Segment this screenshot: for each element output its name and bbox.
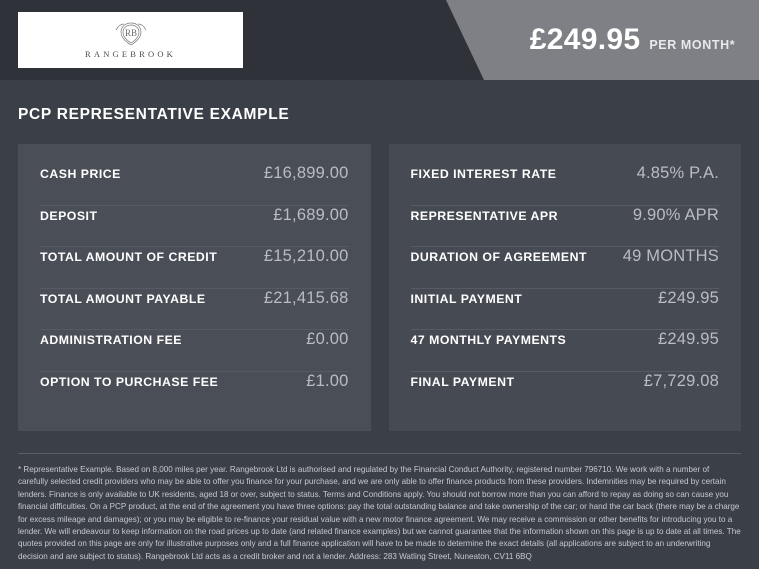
monthly-price-panel	[484, 0, 759, 80]
svg-text:RB: RB	[124, 28, 137, 38]
crest-icon	[108, 21, 154, 47]
row-value: £15,210.00	[263, 247, 349, 265]
row-label: TOTAL AMOUNT OF CREDIT	[40, 250, 218, 264]
brand-logo	[18, 12, 243, 68]
row-label: ADMINISTRATION FEE	[40, 333, 182, 347]
row-label: DURATION OF AGREEMENT	[410, 250, 588, 264]
row-label: DEPOSIT	[40, 208, 98, 223]
finance-details	[18, 144, 741, 431]
table-row	[411, 289, 720, 331]
row-label: FINAL PAYMENT	[410, 374, 515, 389]
row-value: £1,689.00	[273, 205, 349, 224]
table-row	[411, 164, 720, 206]
row-label: REPRESENTATIVE APR	[410, 208, 558, 223]
row-label: FIXED INTEREST RATE	[410, 167, 557, 181]
row-value: £21,415.68	[263, 288, 349, 307]
footer-divider	[18, 453, 741, 454]
price-amount: £249.95	[529, 23, 641, 56]
table-row	[411, 206, 720, 248]
price-period: PER MONTH*	[649, 38, 736, 52]
table-row	[40, 372, 349, 414]
row-label: TOTAL AMOUNT PAYABLE	[40, 291, 206, 306]
table-row	[40, 164, 349, 206]
row-value: £249.95	[657, 330, 719, 348]
disclaimer-text: * Representative Example. Based on 8,000 miles per year. Rangebrook Ltd is authorised and regulated by the Financial Conduct Authority, registered number 796710. We work with a number of carefully selected credit providers who may be able to offer you finance for your purchase, and we are only able to offer finance products from these providers. Indemnities may be required by certain lenders. Finance is only available to UK residents, aged 18 or over, subject to status. Terms and Conditions apply. You should not borrow more than you can afford to repay as doing so can cause you financial difficulties. On a PCP product, at the end of the agreement you have three options: pay the total outstanding balance and take ownership of the car; or hand the car back (there may be a charge for excess mileage and damages); or you may be eligible to re-finance your residual value with a new motor finance agreement. We may receive a commission or other benefits for introducing you to a lender. We will endeavour to keep information on the road prices up to date (and related finance examples) but we cannot guarantee that the information shown on this page is up to date at all times. The quotes provided on this page are only for illustrative purposes only and a full finance application will have to be made to determine the exact details (all applications are subject to an underwriting decision and are subject to status). Rangebrook Ltd acts as a credit broker and not a lender. Address: 283 Watling Street, Nuneaton, CV11 6BQ	[18, 465, 741, 561]
page-header	[0, 0, 759, 80]
table-row	[40, 206, 349, 248]
page-title: PCP REPRESENTATIVE EXAMPLE	[18, 106, 290, 123]
table-row	[40, 247, 349, 289]
row-value: £0.00	[306, 330, 349, 348]
table-row	[40, 289, 349, 331]
row-value: 4.85% P.A.	[636, 164, 719, 182]
row-value: £7,729.08	[643, 371, 719, 390]
row-value: £16,899.00	[263, 164, 349, 182]
row-value: £249.95	[657, 288, 719, 307]
table-row	[411, 247, 720, 289]
table-row	[411, 372, 720, 414]
row-label: OPTION TO PURCHASE FEE	[40, 374, 219, 389]
row-label: INITIAL PAYMENT	[410, 291, 523, 306]
row-value: 9.90% APR	[632, 205, 719, 224]
finance-panel-right	[389, 144, 742, 431]
table-row	[411, 330, 720, 372]
row-label: 47 MONTHLY PAYMENTS	[410, 333, 567, 347]
table-row	[40, 330, 349, 372]
row-value: £1.00	[306, 371, 349, 390]
finance-panel-left	[18, 144, 371, 431]
row-label: CASH PRICE	[40, 167, 121, 181]
brand-wordmark: RANGEBROOK	[84, 49, 177, 59]
row-value: 49 MONTHS	[622, 247, 719, 265]
